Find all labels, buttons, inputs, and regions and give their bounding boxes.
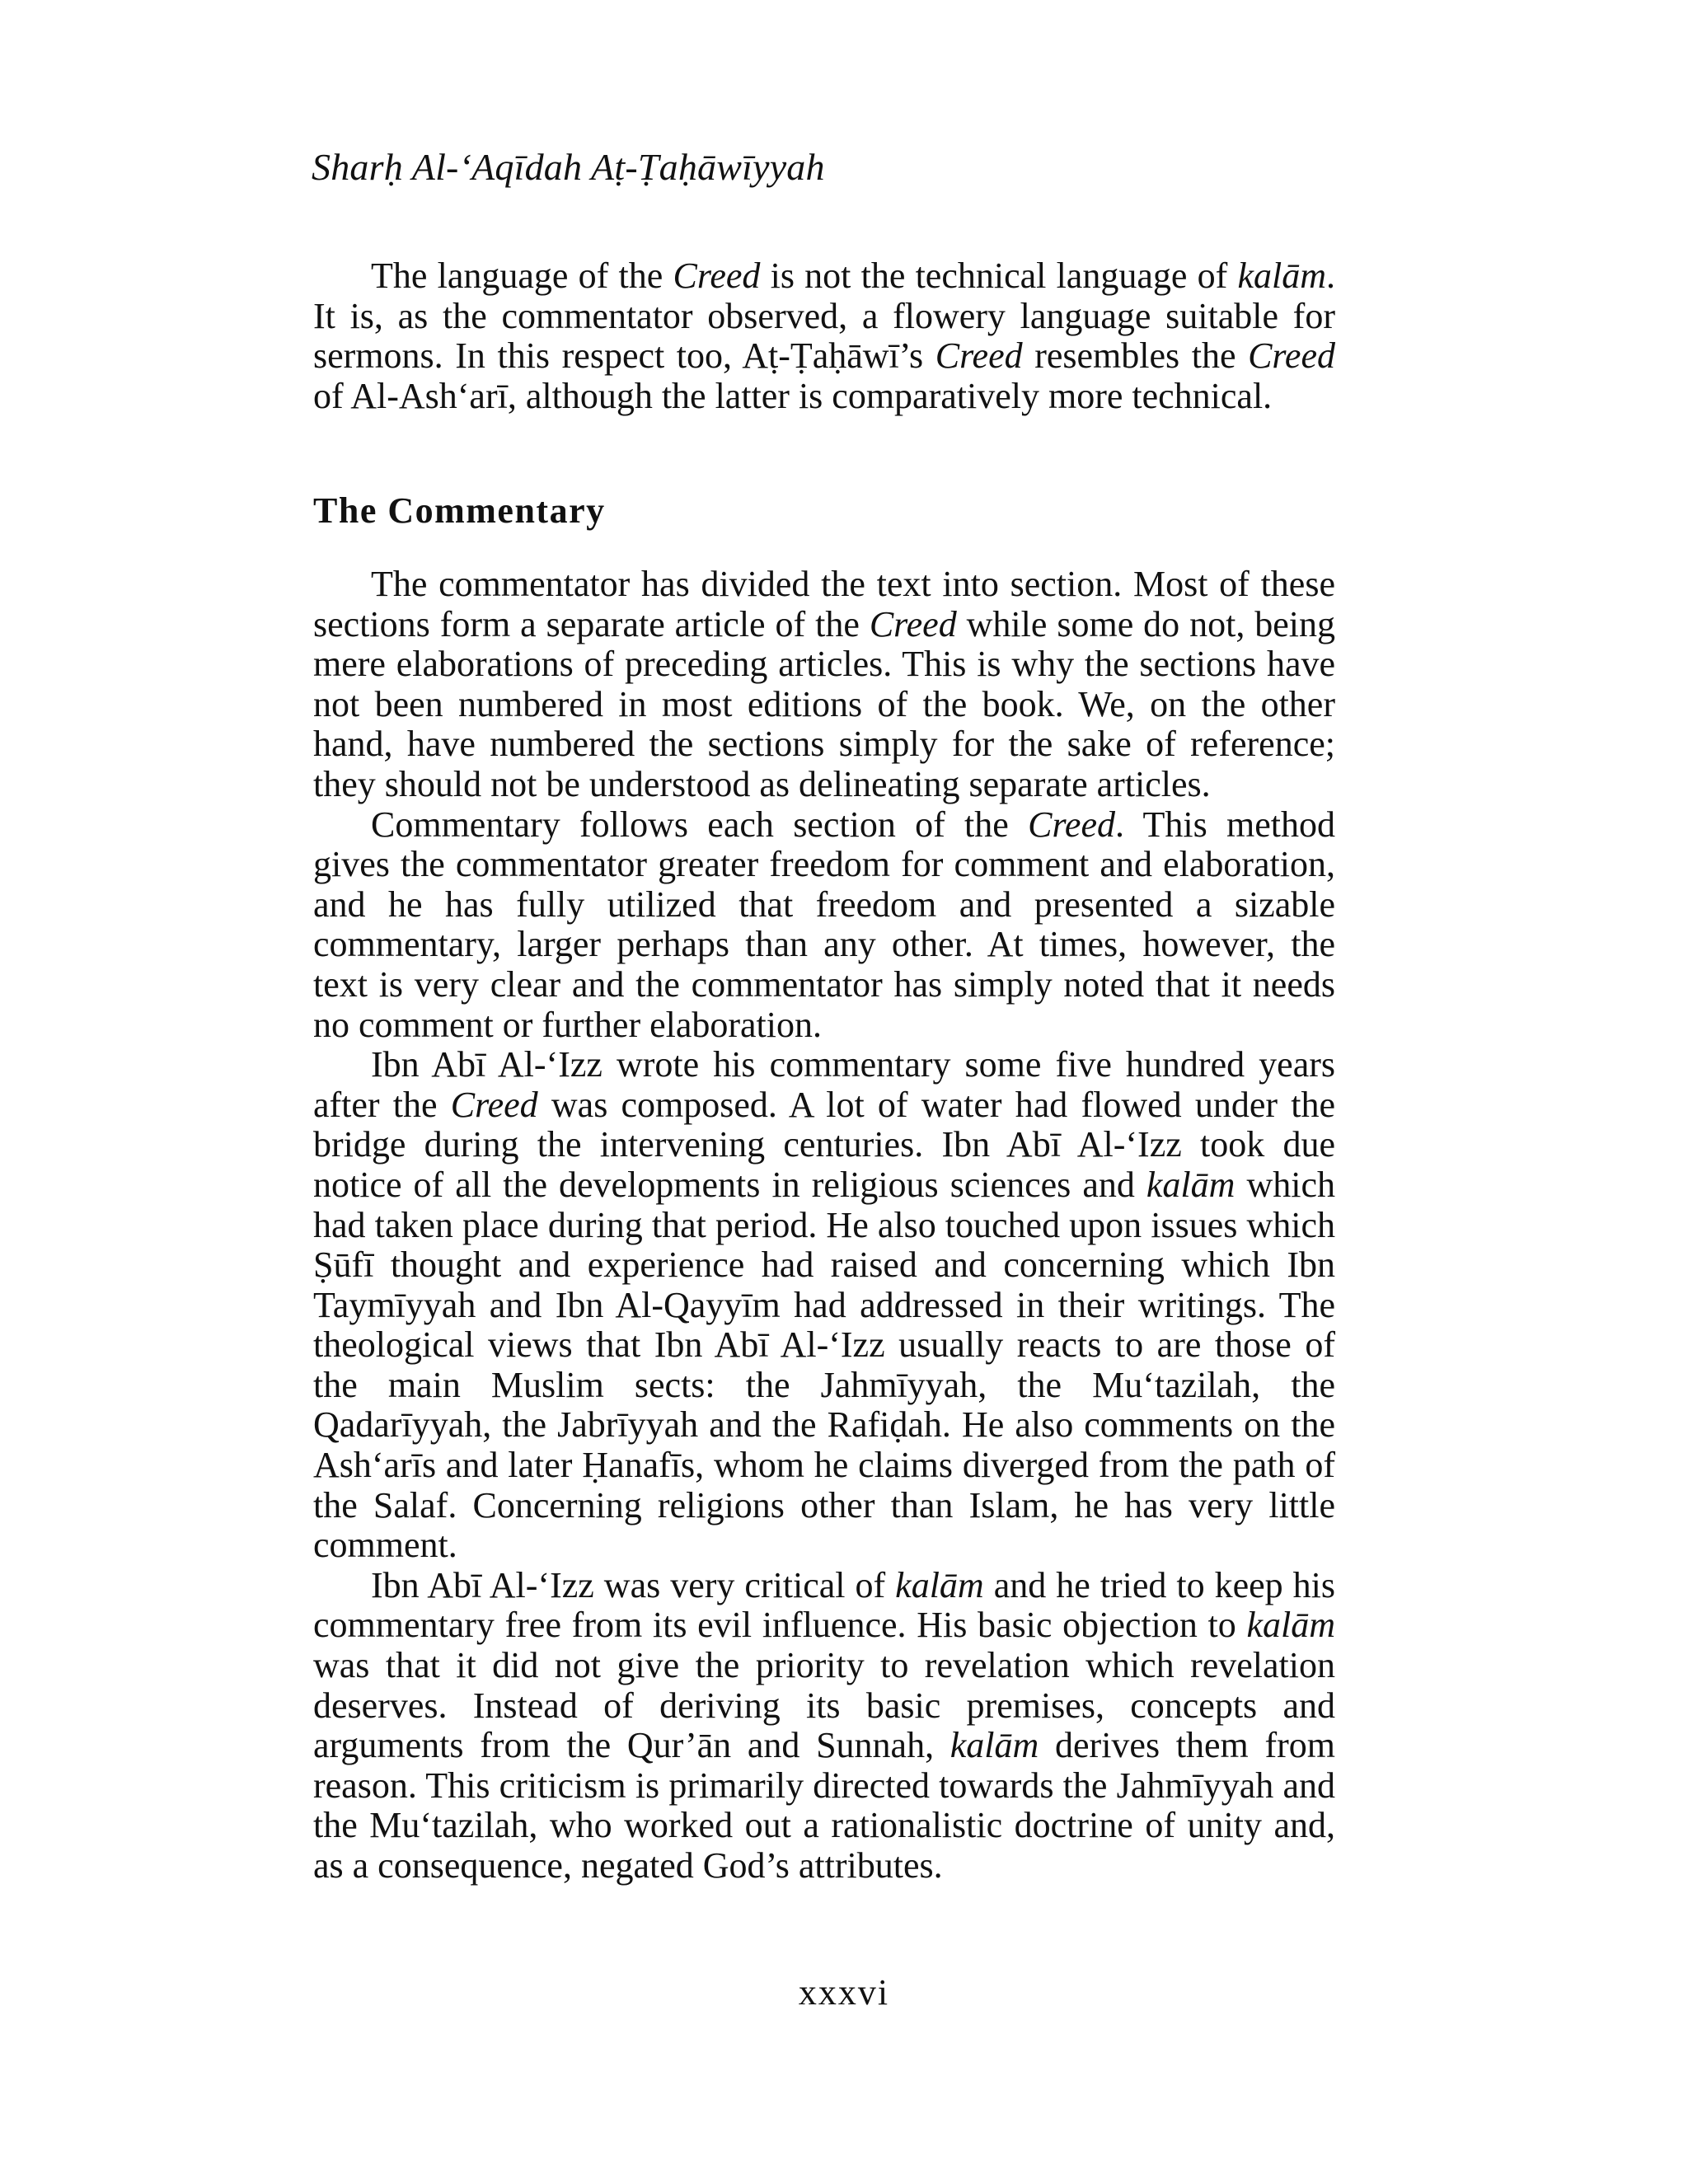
text-run: The language of the [371,255,673,296]
italic-term-creed: Creed [869,603,957,644]
text-run: Ibn Abī Al-‘Izz was very critical of [371,1564,896,1605]
section-heading: The Commentary [313,490,606,531]
text-run: which had taken place during that period. He also touched upon issues which Ṣūfī thought and experience had raised and concerning which Ibn Taymīyyah and Ibn Al-Qayyīm had addressed in their writings. The theological views that Ibn Abī Al-‘Izz usually reacts to are those of the main Muslim sects: the Jahmīyyah, the Mu‘tazilah, the Qadarīyyah, the Jabrīyyah and the Rafiḍah. He also comments on the Ash‘arīs and later Ḥanafīs, whom he claims diverged from the path of the Salaf. Concerning religions other than Islam, he has very little comment. [313,1164,1335,1566]
commentary-section-body [313,565,1335,1886]
text-run: . It is, as the commentator observed, a flowery language suitable for sermons. In this respect too, Aṭ-Ṭaḥāwī’s [313,255,1335,377]
italic-term-kalam: kalām [1246,1605,1335,1646]
italic-term-creed: Creed [1248,335,1335,377]
italic-term-creed: Creed [935,335,1023,377]
italic-term-kalam: kalām [1146,1164,1236,1205]
italic-term-kalam: kalām [950,1725,1039,1766]
text-run: was that it did not give the priority to revelation which revelation deserves. Instead of deriving its basic premises, concepts and arguments from the Qur’ān and Sunnah, [313,1645,1335,1766]
text-run: Commentary follows each section of the [371,804,1029,845]
italic-term-kalam: kalām [1237,255,1326,296]
text-run: derives them from reason. This criticism is primarily directed towards the Jahmīyyah and the Mu‘tazilah, who worked out a rationalistic doctrine of unity and, as a consequence, negated God’s attributes. [313,1725,1335,1886]
commentary-paragraph-2 [313,805,1335,1046]
italic-term-kalam: kalām [895,1564,984,1605]
text-run: was composed. A lot of water had flowed under the bridge during the intervening centuries. Ibn Abī Al-‘Izz took due notice of all the developments in religious sciences and [313,1084,1335,1205]
commentary-paragraph-3 [313,1045,1335,1566]
text-run: The commentator has divided the text into section. Most of these sections form a separate article of the [313,564,1335,644]
commentary-paragraph-4 [313,1566,1335,1886]
page-number: xxxvi [798,1972,890,2013]
text-run: is not the technical language of [760,255,1238,296]
italic-term-creed: Creed [673,255,761,296]
text-run: . This method gives the commentator greater freedom for comment and elaboration, and he has fully utilized that freedom and presented a sizable commentary, larger perhaps than any other. At times, however, the text is very clear and the commentator has simply noted that it needs no comment or further elaboration. [313,804,1335,1045]
intro-paragraph [313,256,1335,416]
text-run: and he tried to keep his commentary free from its evil influence. His basic objection to [313,1564,1335,1646]
text-run: while some do not, being mere elaborations of preceding articles. This is why the sections have not been numbered in most editions of the book. We, on the other hand, have numbered the sections simply for the sake of reference; they should not be understood as delineating separate articles. [313,603,1336,804]
running-head-title: Sharḥ Al-‘Aqīdah Aṭ-Ṭaḥāwīyyah [312,146,825,188]
commentary-paragraph-1 [313,565,1335,805]
intro-section [313,256,1335,416]
text-run: of Al-Ash‘arī, although the latter is comparatively more technical. [313,375,1273,416]
italic-term-creed: Creed [1028,804,1115,845]
text-run: resembles the [1022,335,1249,377]
text-run: Ibn Abī Al-‘Izz wrote his commentary some five hundred years after the [313,1044,1335,1125]
italic-term-creed: Creed [450,1084,538,1125]
